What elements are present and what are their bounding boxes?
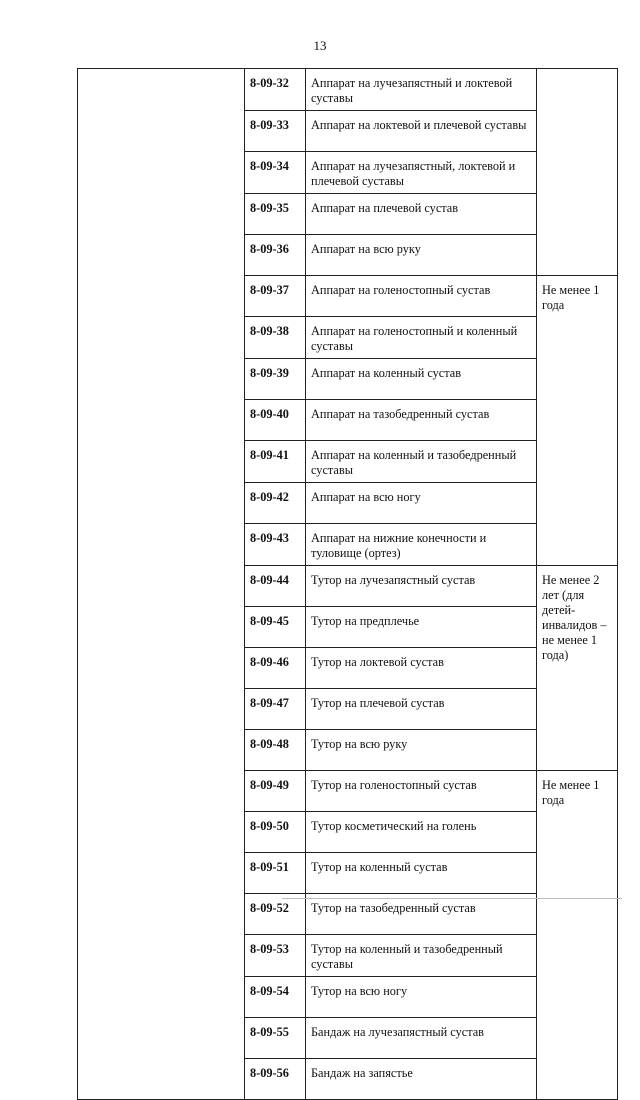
item-name: Тутор на всю руку	[306, 730, 537, 771]
item-name: Бандаж на запястье	[306, 1059, 537, 1100]
item-code: 8-09-46	[245, 648, 306, 689]
item-code: 8-09-35	[245, 194, 306, 235]
item-name: Аппарат на коленный и тазобедренный суставы	[306, 441, 537, 483]
item-name: Аппарат на тазобедренный сустав	[306, 400, 537, 441]
page-number: 13	[313, 38, 327, 53]
service-term: Не менее 1 года	[537, 771, 618, 1100]
service-term: Не менее 2 лет (для детей-инвалидов – не менее 1 года)	[537, 566, 618, 771]
item-name: Аппарат на коленный сустав	[306, 359, 537, 400]
item-name: Аппарат на всю ногу	[306, 483, 537, 524]
item-name: Тутор на локтевой сустав	[306, 648, 537, 689]
item-name: Аппарат на лучезапястный, локтевой и плечевой суставы	[306, 152, 537, 194]
item-name: Тутор на коленный сустав	[306, 853, 537, 894]
item-code: 8-09-38	[245, 317, 306, 359]
item-code: 8-09-55	[245, 1018, 306, 1059]
item-code: 8-09-32	[245, 69, 306, 111]
item-code: 8-09-45	[245, 607, 306, 648]
item-name: Аппарат на всю руку	[306, 235, 537, 276]
item-name: Бандаж на лучезапястный сустав	[306, 1018, 537, 1059]
item-code: 8-09-51	[245, 853, 306, 894]
item-code: 8-09-42	[245, 483, 306, 524]
item-name: Аппарат на локтевой и плечевой суставы	[306, 111, 537, 152]
item-name: Аппарат на плечевой сустав	[306, 194, 537, 235]
item-name: Тутор на коленный и тазобедренный суставы	[306, 935, 537, 977]
item-code: 8-09-34	[245, 152, 306, 194]
item-name: Тутор косметический на голень	[306, 812, 537, 853]
item-code: 8-09-40	[245, 400, 306, 441]
item-name: Аппарат на голеностопный сустав	[306, 276, 537, 317]
item-name: Тутор на всю ногу	[306, 977, 537, 1018]
item-name: Тутор на тазобедренный сустав	[306, 894, 537, 935]
item-code: 8-09-43	[245, 524, 306, 566]
item-code: 8-09-53	[245, 935, 306, 977]
item-code: 8-09-56	[245, 1059, 306, 1100]
item-code: 8-09-47	[245, 689, 306, 730]
item-code: 8-09-49	[245, 771, 306, 812]
item-code: 8-09-33	[245, 111, 306, 152]
item-name: Тутор на голеностопный сустав	[306, 771, 537, 812]
item-code: 8-09-39	[245, 359, 306, 400]
item-name: Тутор на предплечье	[306, 607, 537, 648]
empty-category-cell	[78, 69, 245, 1100]
item-name: Тутор на лучезапястный сустав	[306, 566, 537, 607]
item-code: 8-09-50	[245, 812, 306, 853]
prosthetics-table	[77, 68, 618, 1100]
page-edge-line	[282, 898, 622, 899]
item-name: Аппарат на голеностопный и коленный суставы	[306, 317, 537, 359]
item-code: 8-09-44	[245, 566, 306, 607]
item-code: 8-09-36	[245, 235, 306, 276]
item-code: 8-09-54	[245, 977, 306, 1018]
table-row	[78, 69, 618, 111]
item-code: 8-09-48	[245, 730, 306, 771]
service-term: Не менее 1 года	[537, 276, 618, 566]
term-cell-empty	[537, 69, 618, 276]
item-code: 8-09-52	[245, 894, 306, 935]
item-name: Аппарат на нижние конечности и туловище (ортез)	[306, 524, 537, 566]
item-name: Тутор на плечевой сустав	[306, 689, 537, 730]
item-code: 8-09-41	[245, 441, 306, 483]
item-name: Аппарат на лучезапястный и локтевой суставы	[306, 69, 537, 111]
item-code: 8-09-37	[245, 276, 306, 317]
